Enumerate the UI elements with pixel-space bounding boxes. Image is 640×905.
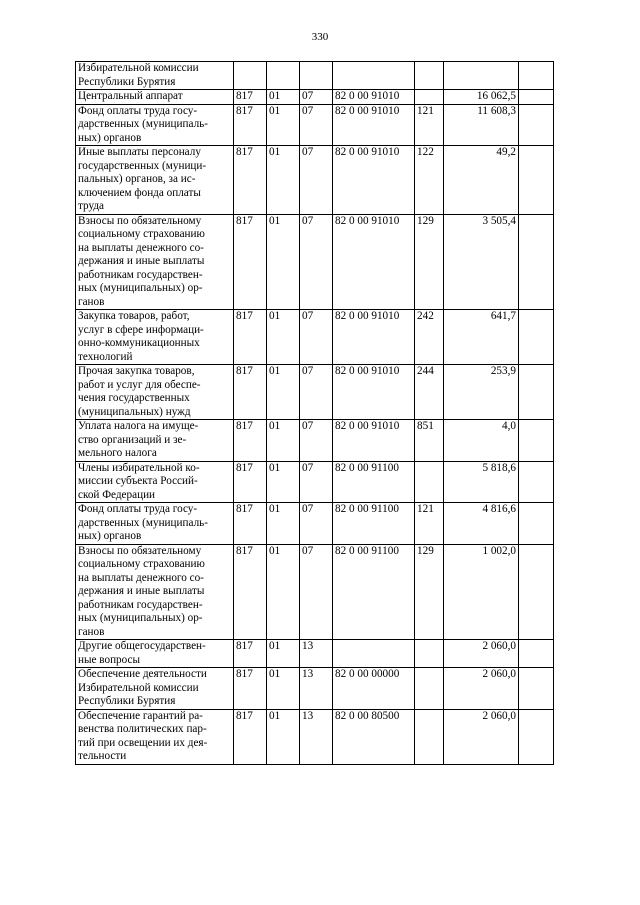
item-name-cell: Центральный аппарат: [76, 90, 234, 105]
ministry-code-cell: 817: [234, 709, 267, 764]
expense-type-cell: 242: [415, 310, 444, 365]
subsection-code-cell: 07: [300, 365, 333, 420]
item-name-cell: Члены избирательной ко- миссии субъекта Россий- ской Федерации: [76, 461, 234, 503]
section-code-cell: 01: [267, 544, 300, 640]
expense-type-cell: [415, 709, 444, 764]
amount-cell: 49,2: [444, 146, 519, 215]
table-row: [76, 62, 554, 90]
amount-cell: 3 505,4: [444, 214, 519, 310]
amount-cell: 1 002,0: [444, 544, 519, 640]
extra-cell: [519, 90, 554, 105]
expense-type-cell: 129: [415, 214, 444, 310]
target-article-cell: 82 0 00 91010: [333, 146, 415, 215]
extra-cell: [519, 214, 554, 310]
target-article-cell: 82 0 00 91010: [333, 310, 415, 365]
table-row: [76, 310, 554, 365]
amount-cell: 2 060,0: [444, 709, 519, 764]
target-article-cell: [333, 640, 415, 668]
expense-type-cell: [415, 640, 444, 668]
ministry-code-cell: [234, 62, 267, 90]
expense-type-cell: 122: [415, 146, 444, 215]
section-code-cell: 01: [267, 90, 300, 105]
amount-cell: 16 062,5: [444, 90, 519, 105]
amount-cell: 2 060,0: [444, 640, 519, 668]
budget-table-body: [76, 62, 554, 765]
subsection-code-cell: 07: [300, 146, 333, 215]
item-name-cell: Взносы по обязательному социальному страхованию на выплаты денежного со- держания и иные выплаты работникам государствен- ных (муниципальных) ор- ганов: [76, 214, 234, 310]
section-code-cell: 01: [267, 104, 300, 146]
table-row: [76, 544, 554, 640]
target-article-cell: 82 0 00 80500: [333, 709, 415, 764]
target-article-cell: 82 0 00 91010: [333, 365, 415, 420]
item-name-cell: Иные выплаты персоналу государственных (муници- пальных) органов, за ис- ключением фонда оплаты труда: [76, 146, 234, 215]
item-name-cell: Фонд оплаты труда госу- дарственных (муниципаль- ных) органов: [76, 104, 234, 146]
table-row: [76, 668, 554, 710]
table-row: [76, 503, 554, 545]
extra-cell: [519, 310, 554, 365]
extra-cell: [519, 146, 554, 215]
ministry-code-cell: 817: [234, 90, 267, 105]
subsection-code-cell: [300, 62, 333, 90]
target-article-cell: 82 0 00 91010: [333, 420, 415, 462]
target-article-cell: 82 0 00 91010: [333, 214, 415, 310]
target-article-cell: 82 0 00 91100: [333, 503, 415, 545]
extra-cell: [519, 640, 554, 668]
expense-type-cell: 244: [415, 365, 444, 420]
amount-cell: 5 818,6: [444, 461, 519, 503]
section-code-cell: 01: [267, 214, 300, 310]
section-code-cell: [267, 62, 300, 90]
amount-cell: 641,7: [444, 310, 519, 365]
section-code-cell: 01: [267, 668, 300, 710]
expense-type-cell: [415, 668, 444, 710]
section-code-cell: 01: [267, 310, 300, 365]
section-code-cell: 01: [267, 420, 300, 462]
extra-cell: [519, 668, 554, 710]
subsection-code-cell: 07: [300, 544, 333, 640]
expense-type-cell: [415, 62, 444, 90]
item-name-cell: Прочая закупка товаров, работ и услуг для обеспе- чения государственных (муниципальных) нужд: [76, 365, 234, 420]
subsection-code-cell: 07: [300, 214, 333, 310]
expense-type-cell: 121: [415, 503, 444, 545]
target-article-cell: 82 0 00 91100: [333, 461, 415, 503]
table-row: [76, 365, 554, 420]
table-row: [76, 104, 554, 146]
ministry-code-cell: 817: [234, 544, 267, 640]
subsection-code-cell: 13: [300, 709, 333, 764]
subsection-code-cell: 07: [300, 461, 333, 503]
ministry-code-cell: 817: [234, 640, 267, 668]
ministry-code-cell: 817: [234, 503, 267, 545]
ministry-code-cell: 817: [234, 214, 267, 310]
amount-cell: 2 060,0: [444, 668, 519, 710]
target-article-cell: 82 0 00 91010: [333, 104, 415, 146]
extra-cell: [519, 420, 554, 462]
item-name-cell: Другие общегосударствен- ные вопросы: [76, 640, 234, 668]
amount-cell: 253,9: [444, 365, 519, 420]
subsection-code-cell: 07: [300, 503, 333, 545]
item-name-cell: Избирательной комиссии Республики Бурятия: [76, 62, 234, 90]
extra-cell: [519, 104, 554, 146]
subsection-code-cell: 07: [300, 90, 333, 105]
target-article-cell: 82 0 00 91100: [333, 544, 415, 640]
section-code-cell: 01: [267, 709, 300, 764]
amount-cell: 4 816,6: [444, 503, 519, 545]
expense-type-cell: 121: [415, 104, 444, 146]
target-article-cell: 82 0 00 91010: [333, 90, 415, 105]
extra-cell: [519, 709, 554, 764]
ministry-code-cell: 817: [234, 420, 267, 462]
item-name-cell: Уплата налога на имуще- ство организаций и зе- мельного налога: [76, 420, 234, 462]
budget-table: [75, 61, 554, 765]
ministry-code-cell: 817: [234, 104, 267, 146]
extra-cell: [519, 365, 554, 420]
ministry-code-cell: 817: [234, 146, 267, 215]
extra-cell: [519, 544, 554, 640]
amount-cell: 4,0: [444, 420, 519, 462]
table-row: [76, 420, 554, 462]
section-code-cell: 01: [267, 365, 300, 420]
expense-type-cell: 851: [415, 420, 444, 462]
amount-cell: [444, 62, 519, 90]
table-row: [76, 90, 554, 105]
subsection-code-cell: 13: [300, 640, 333, 668]
extra-cell: [519, 503, 554, 545]
extra-cell: [519, 461, 554, 503]
ministry-code-cell: 817: [234, 668, 267, 710]
expense-type-cell: 129: [415, 544, 444, 640]
item-name-cell: Фонд оплаты труда госу- дарственных (муниципаль- ных) органов: [76, 503, 234, 545]
table-row: [76, 461, 554, 503]
table-row: [76, 214, 554, 310]
item-name-cell: Взносы по обязательному социальному страхованию на выплаты денежного со- держания и иные выплаты работникам государствен- ных (муниципальных) ор- ганов: [76, 544, 234, 640]
section-code-cell: 01: [267, 503, 300, 545]
subsection-code-cell: 07: [300, 104, 333, 146]
target-article-cell: 82 0 00 00000: [333, 668, 415, 710]
table-row: [76, 640, 554, 668]
section-code-cell: 01: [267, 146, 300, 215]
item-name-cell: Закупка товаров, работ, услуг в сфере информаци- онно-коммуникационных технологий: [76, 310, 234, 365]
ministry-code-cell: 817: [234, 310, 267, 365]
item-name-cell: Обеспечение деятельности Избирательной комиссии Республики Бурятия: [76, 668, 234, 710]
table-row: [76, 146, 554, 215]
subsection-code-cell: 07: [300, 310, 333, 365]
page-number: 330: [311, 31, 329, 43]
table-row: [76, 709, 554, 764]
expense-type-cell: [415, 461, 444, 503]
subsection-code-cell: 07: [300, 420, 333, 462]
item-name-cell: Обеспечение гарантий ра- венства политических пар- тий при освещении их дея- тельности: [76, 709, 234, 764]
extra-cell: [519, 62, 554, 90]
section-code-cell: 01: [267, 461, 300, 503]
ministry-code-cell: 817: [234, 461, 267, 503]
subsection-code-cell: 13: [300, 668, 333, 710]
target-article-cell: [333, 62, 415, 90]
ministry-code-cell: 817: [234, 365, 267, 420]
expense-type-cell: [415, 90, 444, 105]
section-code-cell: 01: [267, 640, 300, 668]
amount-cell: 11 608,3: [444, 104, 519, 146]
